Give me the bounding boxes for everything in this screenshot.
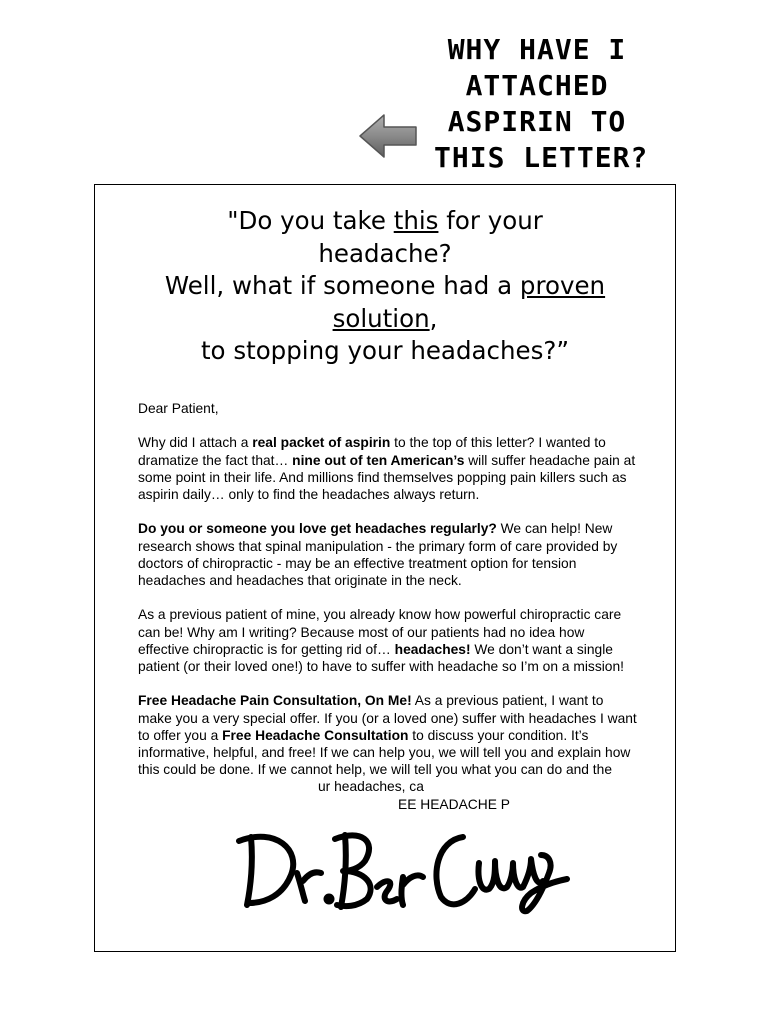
signature-image bbox=[231, 815, 571, 915]
headline-underlined-text: proven bbox=[519, 271, 606, 300]
header-question bbox=[434, 32, 649, 176]
letter-page bbox=[94, 184, 676, 952]
paragraph-3: As a previous patient of mine, you already know how powerful chiropractic care can be! Why am I writing? Because most of our patients had no idea how effective chiropractic is for getting rid of… headaches! We don’t want a single patient (or their loved one!) to have to suffer with headache so I’m on a mission! bbox=[138, 607, 624, 674]
salutation: Dear Patient, bbox=[138, 401, 219, 416]
headline-underlined-text: solution bbox=[332, 303, 430, 333]
headline-line-5: to stopping your headaches?” bbox=[200, 336, 570, 365]
arrow-left-icon bbox=[358, 112, 420, 160]
headline-text: Well, what if someone had a bbox=[164, 271, 520, 300]
paragraph-4: Free Headache Pain Consultation, On Me! As a previous patient, I want to make you a very special offer. If you (or a loved one) suffer with headaches I want to offer you a Free Headache Consultation to discuss your condition. It’s informative, helpful, and free! If we can help you, we will tell you and explain how this could be done. If we cannot help, we will tell you what you can do and the ur headaches, ca EE HEADACHE P bbox=[138, 693, 637, 812]
header-line-3: ASPIRIN TO bbox=[447, 105, 627, 138]
letter-body bbox=[138, 400, 638, 847]
header-line-1: WHY HAVE I bbox=[447, 33, 627, 66]
headline-text: "Do you take bbox=[227, 206, 394, 235]
headline-underlined-text: this bbox=[393, 206, 439, 235]
paragraph-2: Do you or someone you love get headaches regularly? We can help! New research shows that spinal manipulation - the primary form of care provided by doctors of chiropractic - may be an effective treatment option for tension headaches and headaches that originate in the neck. bbox=[138, 521, 618, 588]
paragraph-1: Why did I attach a real packet of aspirin to the top of this letter? I wanted to dramatize the fact that… nine out of ten American’s will suffer headache pain at some point in their life. And millions find themselves popping pain killers such as aspirin daily… only to find the headaches always return. bbox=[138, 435, 636, 502]
header-line-4: THIS LETTER? bbox=[434, 141, 649, 174]
headline-text: for your bbox=[438, 206, 543, 235]
header-question-box bbox=[434, 30, 649, 176]
headline-line-4 bbox=[115, 303, 655, 336]
letter-headline bbox=[115, 205, 655, 368]
headline-line-3 bbox=[115, 270, 655, 303]
header-line-2: ATTACHED bbox=[465, 69, 609, 102]
headline-line-1 bbox=[115, 205, 655, 238]
headline-text: , bbox=[429, 303, 438, 333]
headline-line-2: headache? bbox=[318, 238, 452, 268]
